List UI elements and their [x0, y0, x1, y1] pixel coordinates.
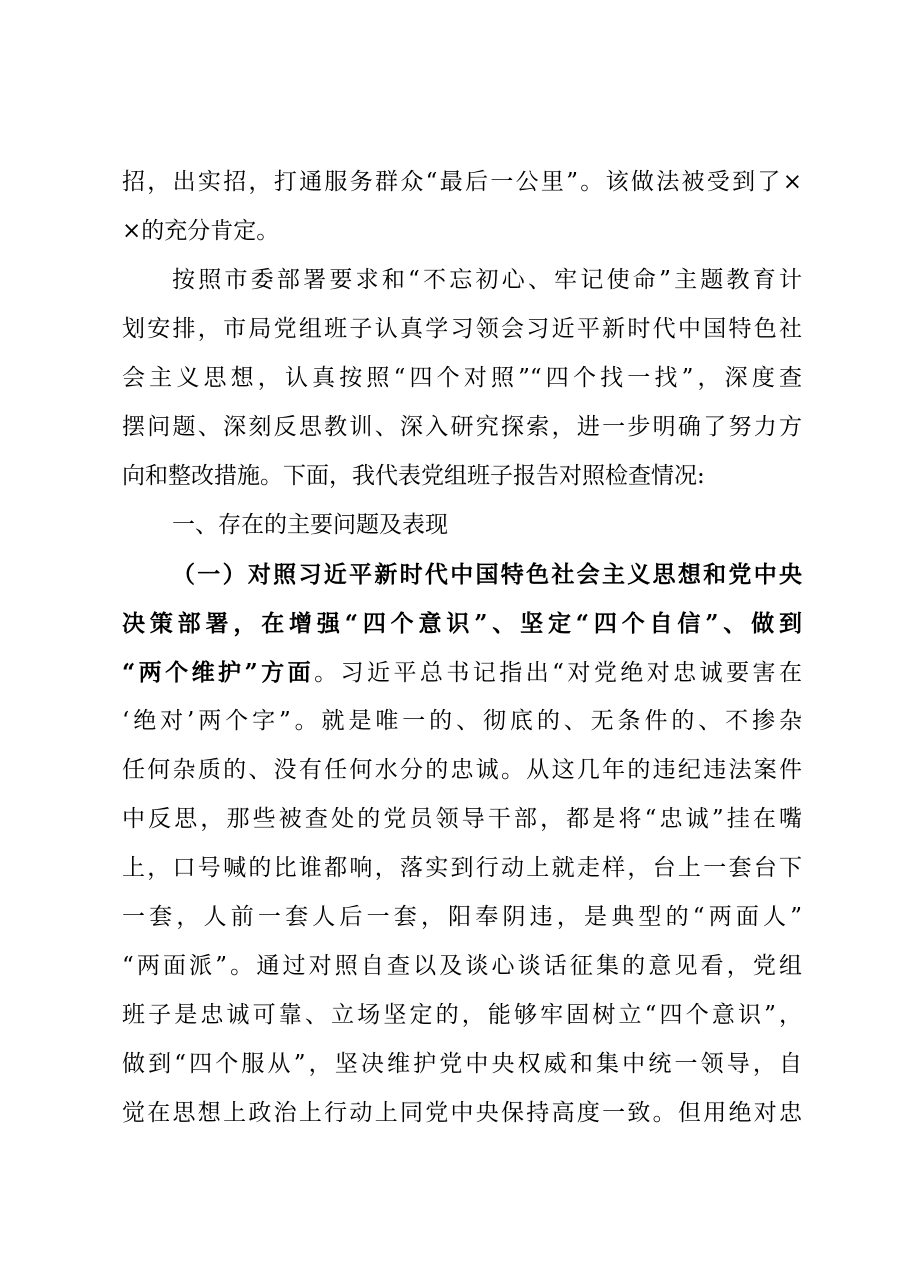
- text-line: 招，出实招，打通服务群众“最后一公里”。该做法被受到了×: [122, 169, 802, 195]
- text-line: 摆问题、深刻反思教训、深入研究探索，进一步明确了努力方: [122, 414, 802, 440]
- subsection-heading: 决策部署，在增强“四个意识”、坚定“四个自信”、做到: [122, 610, 802, 637]
- text-line: 一套，人前一套人后一套，阳奉阴违，是典型的“两面人”: [122, 904, 802, 930]
- text-line: ‘绝对’两个字”。就是唯一的、彻底的、无条件的、不掺杂: [122, 708, 802, 734]
- subsection-heading-end: “两个维护”方面: [122, 659, 315, 686]
- text-line: [122, 648, 802, 697]
- text-line: “两面派”。通过对照自查以及谈心谈话征集的意见看，党组: [122, 953, 802, 979]
- text-line: 划安排，市局党组班子认真学习领会习近平新时代中国特色社: [122, 316, 802, 342]
- text-line: 班子是忠诚可靠、立场坚定的，能够牢固树立“四个意识”，: [122, 1002, 802, 1028]
- text-line: 做到“四个服从”，坚决维护党中央权威和集中统一领导，自: [122, 1051, 802, 1077]
- text-line: ×的充分肯定。: [122, 218, 280, 244]
- text-line: 中反思，那些被查处的党员领导干部，都是将“忠诚”挂在嘴: [122, 806, 802, 832]
- subsection-heading: （一）对照习近平新时代中国特色社会主义思想和党中央: [172, 561, 802, 588]
- text-line: 觉在思想上政治上行动上同党中央保持高度一致。但用绝对忠: [122, 1100, 802, 1126]
- section-heading: 一、存在的主要问题及表现: [172, 512, 448, 538]
- text-line: 按照市委部署要求和“不忘初心、牢记使命”主题教育计: [172, 267, 802, 293]
- text-line: 向和整改措施。下面，我代表党组班子报告对照检查情况:: [122, 463, 705, 489]
- paragraph-text: 。习近平总书记指出“对党绝对忠诚要害在: [314, 660, 802, 686]
- document-body: [122, 158, 802, 1138]
- text-line: 会主义思想，认真按照“四个对照”“四个找一找”，深度查: [122, 365, 802, 391]
- text-line: 上，口号喊的比谁都响，落实到行动上就走样，台上一套台下: [122, 855, 802, 881]
- text-line: 任何杂质的、没有任何水分的忠诚。从这几年的违纪违法案件: [122, 757, 802, 783]
